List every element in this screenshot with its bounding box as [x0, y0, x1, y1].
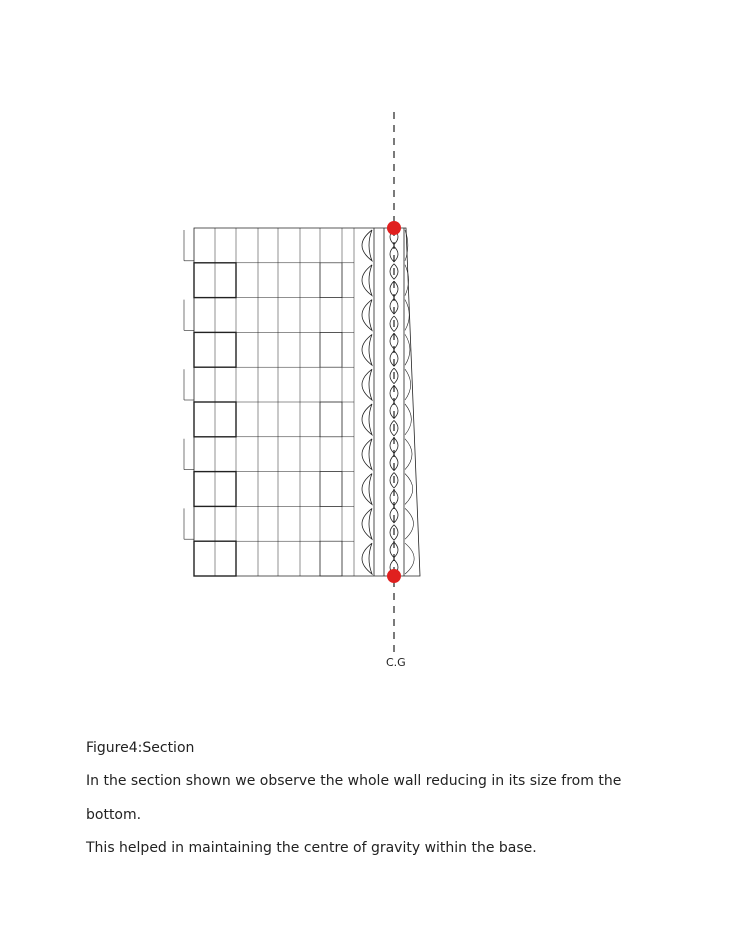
- leaf-shape: [362, 543, 372, 574]
- arc-shape: [405, 404, 411, 435]
- block-right: [320, 402, 342, 437]
- leaf-shape: [362, 474, 372, 505]
- wall-section: [184, 228, 420, 576]
- leaf-shape: [362, 334, 372, 365]
- arc-shape: [405, 439, 412, 470]
- block-right: [320, 541, 342, 576]
- cg-label: C.G: [386, 656, 406, 669]
- block-right: [320, 263, 342, 298]
- arc-shape: [405, 543, 414, 574]
- leaf-shape: [362, 369, 372, 400]
- paragraph-2: bottom.: [86, 807, 142, 823]
- arc-shape: [405, 508, 413, 539]
- paragraph-3: This helped in maintaining the centre of gravity within the base.: [86, 840, 537, 856]
- figure-caption: Figure4:Section: [86, 740, 195, 756]
- arc-shape: [405, 369, 411, 400]
- leaf-shape: [362, 265, 372, 296]
- leaf-shape: [362, 508, 372, 539]
- block-right: [320, 472, 342, 507]
- leaf-shape: [362, 439, 372, 470]
- arc-shape: [405, 300, 409, 331]
- arc-shape: [405, 334, 410, 365]
- block-right: [320, 332, 342, 367]
- paragraph-1: In the section shown we observe the whole wall reducing in its size from the: [86, 773, 622, 789]
- cg-marker-top: [387, 221, 401, 235]
- cg-marker-bottom: [387, 569, 401, 583]
- leaf-shape: [362, 404, 372, 435]
- leaf-shape: [362, 230, 372, 261]
- leaf-shape: [362, 300, 372, 331]
- arc-shape: [405, 474, 413, 505]
